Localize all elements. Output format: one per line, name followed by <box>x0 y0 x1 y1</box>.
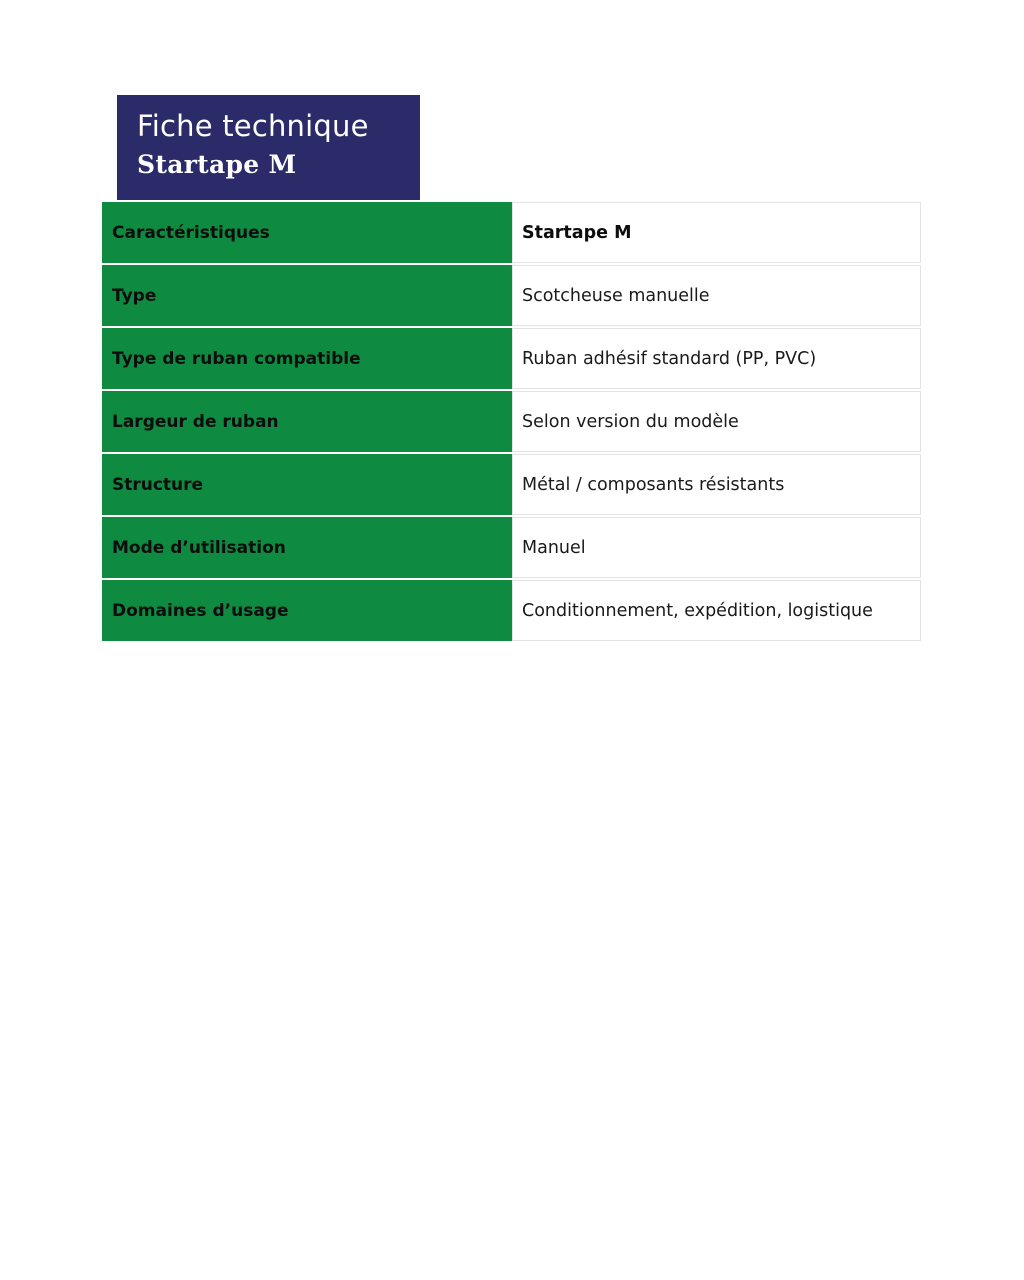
row-value: Ruban adhésif standard (PP, PVC) <box>512 328 921 389</box>
product-name: Startape M <box>137 149 297 179</box>
row-label: Mode d’utilisation <box>102 517 512 578</box>
spec-table <box>102 202 921 641</box>
table-row <box>102 454 921 515</box>
row-value: Conditionnement, expédition, logistique <box>512 580 921 641</box>
title-box <box>117 95 420 200</box>
row-label: Caractéristiques <box>102 202 512 263</box>
row-value: Manuel <box>512 517 921 578</box>
table-row <box>102 580 921 641</box>
sheet-title: Fiche technique <box>137 109 369 143</box>
row-label: Structure <box>102 454 512 515</box>
row-value: Scotcheuse manuelle <box>512 265 921 326</box>
row-label: Largeur de ruban <box>102 391 512 452</box>
table-row <box>102 265 921 326</box>
row-value: Startape M <box>512 202 921 263</box>
table-row <box>102 517 921 578</box>
row-label: Type de ruban compatible <box>102 328 512 389</box>
table-row <box>102 202 921 263</box>
row-label: Domaines d’usage <box>102 580 512 641</box>
row-label: Type <box>102 265 512 326</box>
row-value: Selon version du modèle <box>512 391 921 452</box>
row-value: Métal / composants résistants <box>512 454 921 515</box>
table-row <box>102 328 921 389</box>
table-row <box>102 391 921 452</box>
